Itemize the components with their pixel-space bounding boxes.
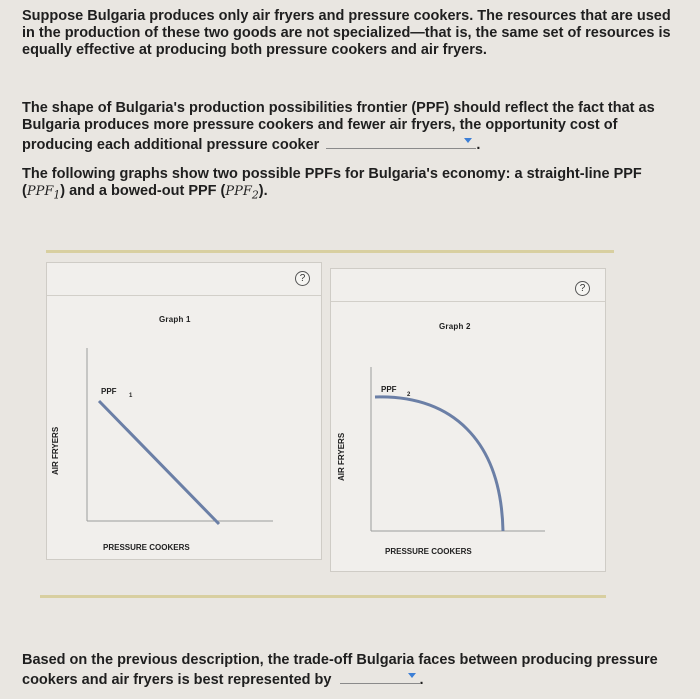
ppf2-symbol bbox=[225, 184, 259, 202]
graph2-plot bbox=[331, 269, 605, 571]
graph1-plot bbox=[47, 263, 321, 559]
graph2-y-axis-label: AIR FRYERS bbox=[337, 432, 346, 481]
graph2-ppf-label: PPF bbox=[381, 385, 397, 394]
graph2-ppf-subscript: 2 bbox=[407, 392, 411, 398]
graph1-y-axis-label: AIR FRYERS bbox=[51, 426, 60, 475]
dropdown-arrow-icon bbox=[408, 673, 416, 678]
ppf2-symbol-sub: 2 bbox=[251, 188, 259, 202]
ppf1-symbol-main: PPF bbox=[26, 184, 54, 199]
graph1-x-axis-label: PRESSURE COOKERS bbox=[103, 543, 190, 552]
ppf2-symbol-main: PPF bbox=[225, 184, 252, 199]
graph2-x-axis-label: PRESSURE COOKERS bbox=[385, 547, 472, 556]
opportunity-cost-dropdown[interactable] bbox=[326, 134, 476, 149]
ppf-shape-period: . bbox=[476, 137, 481, 153]
graph1-title: Graph 1 bbox=[159, 315, 191, 324]
graphs-intro-text-a: The following graphs show two possible PPFs for Bulgaria's economy: a straight-line PPF ( bbox=[22, 166, 642, 199]
graph2-title: Graph 2 bbox=[439, 322, 471, 331]
graphs-intro-text-b: ) and a bowed-out PPF ( bbox=[60, 183, 226, 199]
ppf-shape-text: The shape of Bulgaria's production possibilities frontier (PPF) should reflect the fact that as Bulgaria produces more pressure cookers and fewer air fryers, the opportunity cost of producing each additional pressure cooker bbox=[22, 100, 655, 153]
graph1-help-icon[interactable]: ? bbox=[295, 271, 310, 286]
graph1-panel bbox=[46, 262, 322, 560]
tradeoff-question bbox=[22, 652, 682, 689]
ppf-shape-question bbox=[22, 100, 682, 154]
graph2-panel bbox=[330, 268, 606, 572]
graph1-ppf-line bbox=[99, 401, 219, 524]
intro-paragraph: Suppose Bulgaria produces only air fryers and pressure cookers. The resources that are used in the production of these two goods are not specialized—that is, the same set of resources is equally effective at producing both pressure cookers and air fryers. bbox=[22, 8, 671, 58]
divider-bottom bbox=[40, 595, 606, 598]
tradeoff-question-text: Based on the previous description, the trade-off Bulgaria faces between producing pressure cookers and air fryers is best represented by bbox=[22, 652, 658, 688]
dropdown-arrow-icon bbox=[464, 138, 472, 143]
graph2-help-icon[interactable]: ? bbox=[575, 281, 590, 296]
ppf1-symbol-sub: 1 bbox=[53, 188, 61, 202]
graphs-intro-text-c: ). bbox=[258, 183, 268, 199]
graph1-ppf-subscript: 1 bbox=[129, 393, 133, 399]
graphs-intro-paragraph bbox=[22, 166, 687, 204]
graph1-ppf-label: PPF bbox=[101, 387, 117, 396]
ppf1-symbol bbox=[26, 184, 61, 202]
graph2-ppf-curve bbox=[375, 397, 503, 531]
tradeoff-graph-dropdown[interactable] bbox=[340, 669, 420, 684]
divider-top bbox=[46, 250, 614, 253]
tradeoff-question-period: . bbox=[419, 672, 424, 688]
